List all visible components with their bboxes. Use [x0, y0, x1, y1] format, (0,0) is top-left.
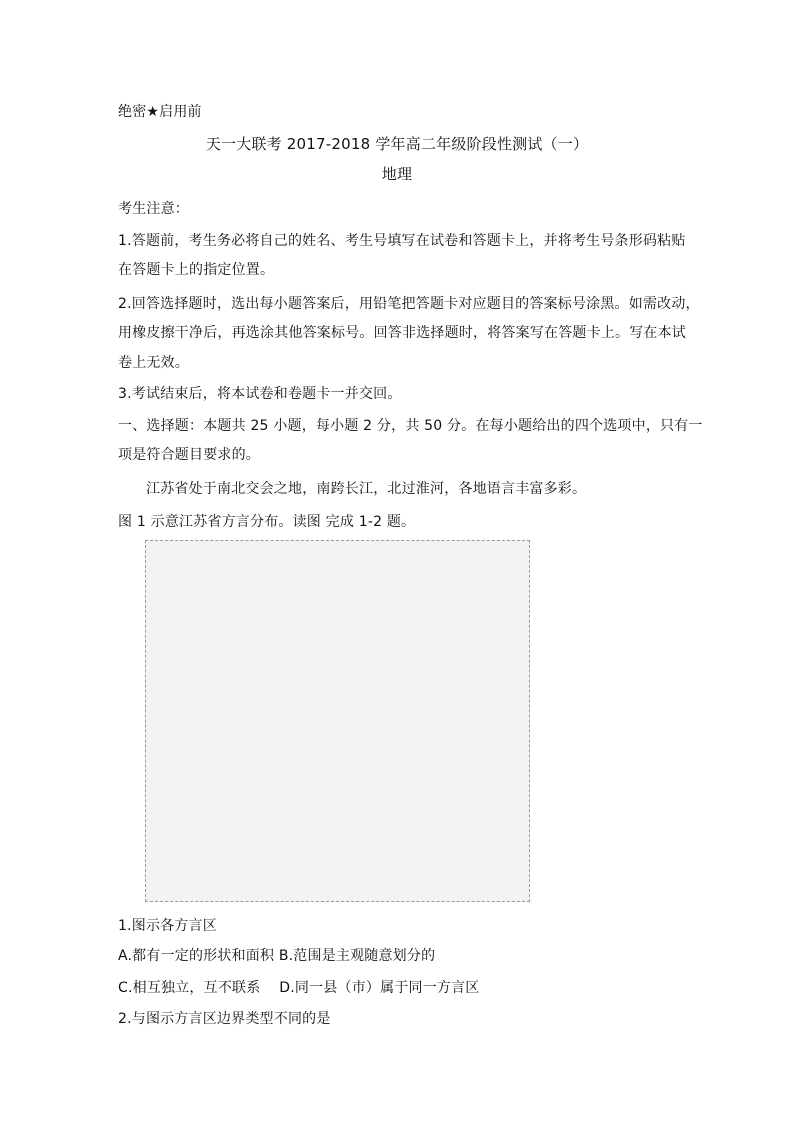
passage-text: 江苏省处于南北交会之地，南跨长江，北过淮河，各地语言丰富多彩。 [146, 481, 587, 497]
exam-title: 天一大联考 2017-2018 学年高二年级阶段性测试（一） [205, 135, 589, 153]
notice-line: 在答题卡上的指定位置。 [118, 262, 275, 278]
question-2: 2.与图示方言区边界类型不同的是 [118, 1011, 331, 1027]
section-heading-continuation: 项是符合题目要求的。 [118, 447, 260, 463]
question-1-options-cd: C.相互独立，互不联系 D.同一县（市）属于同一方言区 [118, 980, 480, 996]
question-1-options-ab: A.都有一定的形状和面积 B.范围是主观随意划分的 [118, 948, 436, 964]
notice-header: 考生注意： [118, 201, 189, 217]
notice-line: 3.考试结束后，将本试卷和卷题卡一并交回。 [118, 386, 402, 402]
security-mark: 绝密★启用前 [118, 104, 202, 120]
notice-line: 2.回答选择题时，选出每小题答案后，用铅笔把答题卡对应题目的答案标号涂黑。如需改动， [118, 296, 700, 312]
notice-line: 用橡皮擦干净后，再选涂其他答案标号。回答非选择题时，将答案写在答题卡上。写在本试 [118, 325, 686, 341]
section-heading: 一、选择题：本题共 25 小题，每小题 2 分，共 50 分。在每小题给出的四个选项中，只有一 [118, 418, 703, 434]
subject-title: 地理 [381, 165, 413, 183]
question-1: 1.图示各方言区 [118, 918, 217, 934]
notice-line: 1.答题前，考生务必将自己的姓名、考生号填写在试卷和答题卡上，并将考生号条形码粘贴 [118, 233, 686, 249]
notice-line: 卷上无效。 [118, 355, 189, 371]
figure-intro: 图 1 示意江苏省方言分布。读图 完成 1-2 题。 [118, 514, 416, 530]
jiangsu-dialect-map [145, 540, 530, 902]
